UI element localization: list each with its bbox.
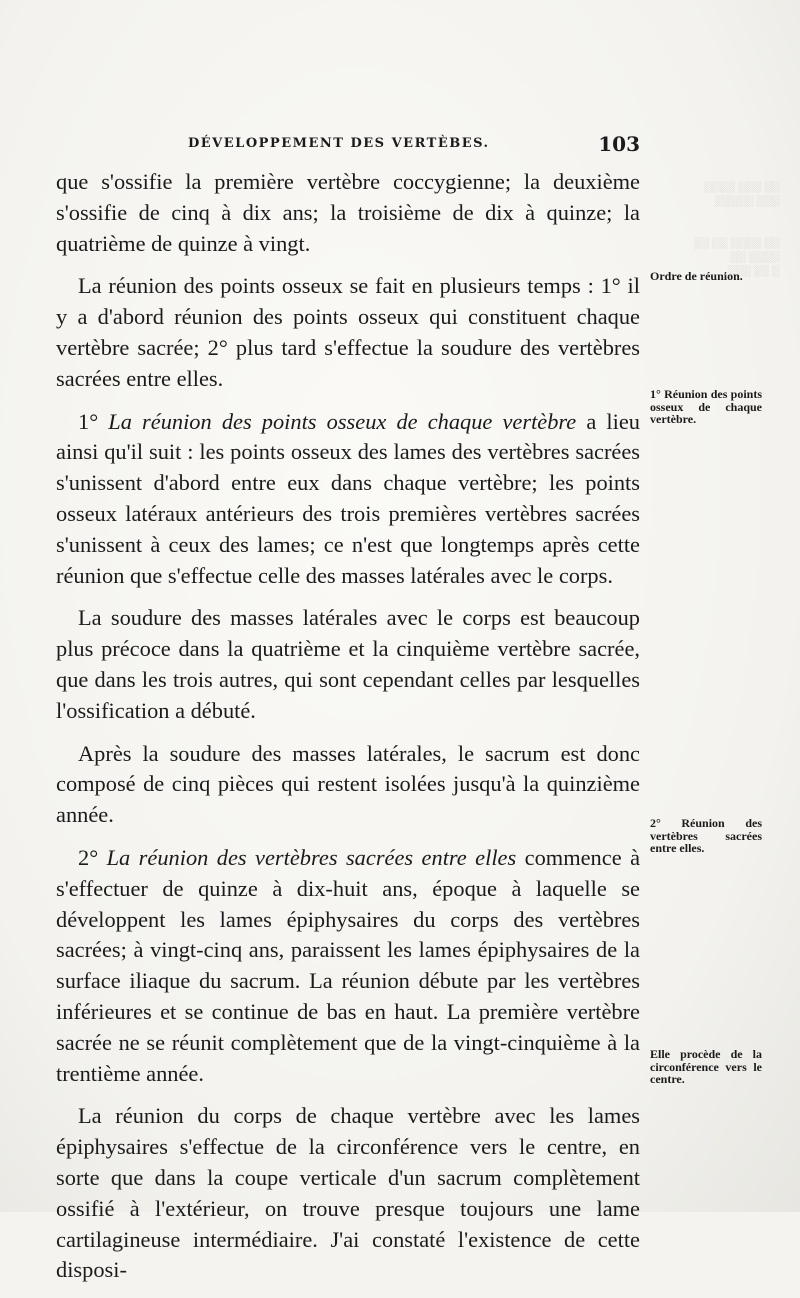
bleed-through-text: ░░ ░░░ ░░░░ ░░░ ░░░░░ ░░ ░░░░ ░░ ░░ ░░░░ ░░ ░ ░░ ░░░ — [693, 181, 780, 277]
paragraph: La réunion du corps de chaque vertèbre avec les lames épiphysaires s'effectue de la circonférence vers le centre, en sorte que dans la coupe verticale d'un sacrum complètement ossifié à l'extérieur, on trouve presque toujours une lame cartilagineuse intermédiaire. J'ai constaté l'existence de cette disposi- — [56, 1103, 640, 1283]
page-number: 103 — [598, 132, 640, 156]
margin-note: 1° Réunion des points osseux de chaque vertèbre. — [650, 387, 762, 426]
paragraph: La soudure des masses latérales avec le corps est beaucoup plus précoce dans la quatrième et la cinquième vertèbre sacrée, que dans les trois autres, qui sont cependant celles par lesquelles l'ossification a débuté. — [56, 605, 640, 723]
paragraph: Après la soudure des masses latérales, le sacrum est donc composé de cinq pièces qui restent isolées jusqu'à la quinzième année. — [56, 740, 640, 828]
running-title: DÉVELOPPEMENT DES VERTÈBES. — [188, 136, 490, 151]
body-text — [56, 167, 640, 1298]
paragraph: La réunion des points osseux se fait en plusieurs temps : 1° il y a d'abord réunion des points osseux qui constituent chaque vertèbre sacrée; 2° plus tard s'effectue la soudure des vertèbres sacrées entre elles. — [56, 273, 640, 391]
margin-note: 2° Réunion des vertèbres sacrées entre elles. — [650, 816, 762, 855]
italic-heading: La réunion des vertèbres sacrées entre elles — [106, 844, 517, 870]
paragraph: 1° La réunion des points osseux de chaque vertèbre a lieu ainsi qu'il suit : les points osseux des lames des vertèbres sacrées s'unissent d'abord entre eux dans chaque vertèbre; les points osseux latéraux antérieurs des trois premières vertèbres sacrées s'unissent à ceux des lames; ce n'est que longtemps après cette réunion que s'effectue celle des masses latérales avec le corps. — [56, 408, 640, 588]
paragraph: 2° La réunion des vertèbres sacrées entre elles commence à s'effectuer de quinze à dix-huit ans, époque à laquelle se développent les lames épiphysaires du corps des vertèbres sacrées; à vingt-cinq ans, paraissent les lames épiphysaires de la surface iliaque du sacrum. La réunion débute par les vertèbres inférieures et se continue de bas en haut. La première vertèbre sacrée ne se réunit complètement que de la vingt-cinquième à la trentième année. — [56, 844, 641, 1086]
margin-note: Elle procède de la circonférence vers le centre. — [650, 1047, 762, 1086]
paragraph: que s'ossifie la première vertèbre coccygienne; la deuxième s'ossifie de cinq à dix ans; la troisième de dix à quinze; la quatrième de quinze à vingt. — [56, 169, 640, 256]
margin-note: Ordre de réunion. — [650, 269, 743, 283]
italic-heading: La réunion des points osseux de chaque vertèbre — [108, 408, 577, 434]
